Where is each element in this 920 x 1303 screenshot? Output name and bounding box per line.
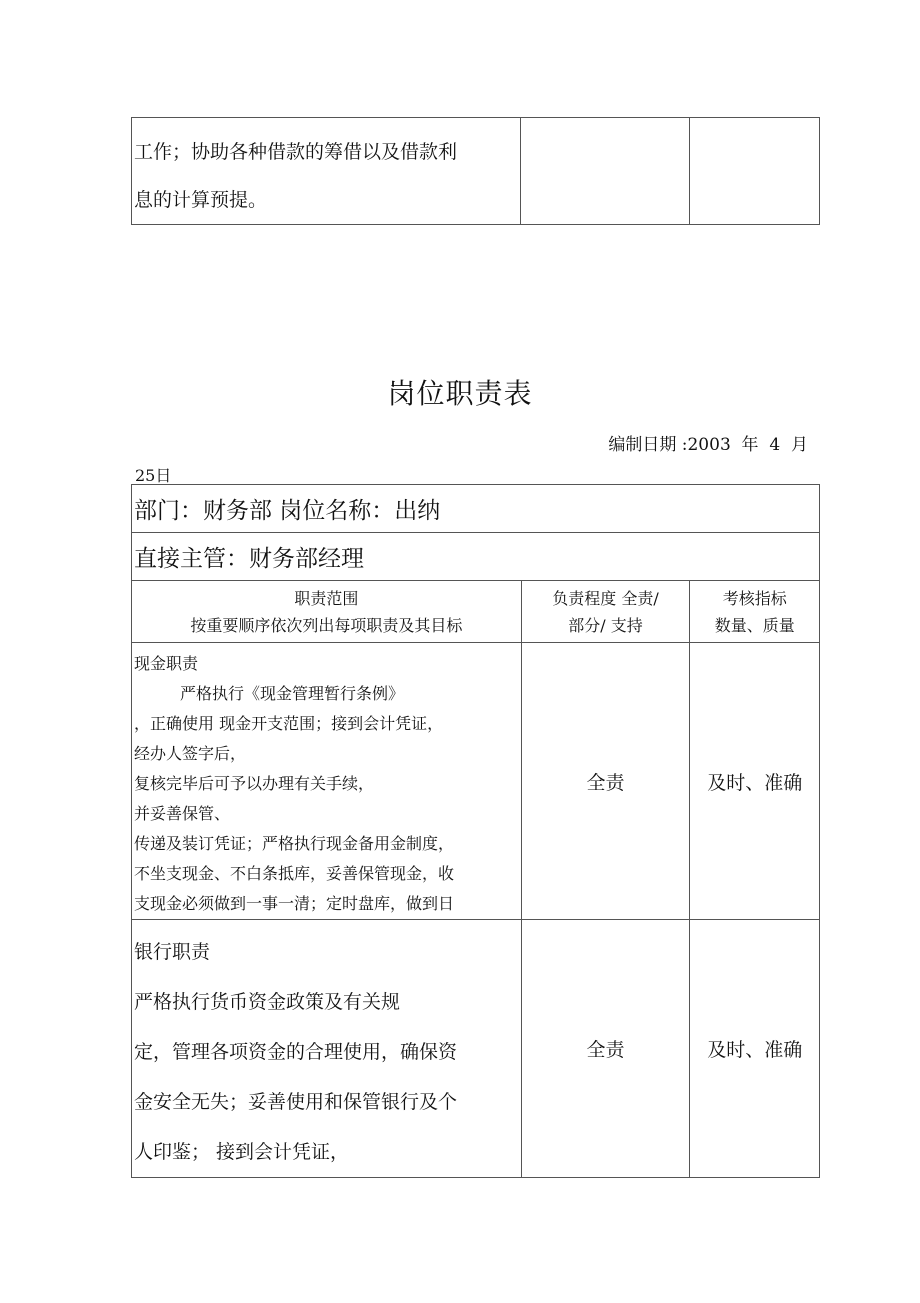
- kpi-subtitle: 数量、质量: [714, 615, 795, 635]
- responsibility-line: 银行职责: [134, 941, 211, 963]
- cash-kpi-cell: 及时、准确: [690, 643, 820, 920]
- responsibility-line: 金安全无失；妥善使用和保管银行及个: [134, 1091, 458, 1113]
- responsibility-line: 定，管理各项资金的合理使用，确保资: [134, 1041, 458, 1063]
- scope-column-header: [132, 581, 522, 643]
- continuation-line: 息的计算预提。: [134, 189, 268, 211]
- cash-degree-cell: 全责: [521, 643, 690, 920]
- responsibility-line: ，正确使用 现金开支范围；接到会计凭证，: [134, 714, 444, 733]
- kpi-title: 考核指标: [722, 588, 787, 608]
- responsibility-line: 严格执行货币资金政策及有关规: [134, 991, 401, 1013]
- scope-title: 职责范围: [294, 588, 359, 608]
- responsibility-line: 支现金必须做到一事一清；定时盘库，做到日: [134, 894, 455, 913]
- bank-kpi-cell: 及时、准确: [690, 920, 820, 1178]
- page-title: 岗位职责表: [387, 377, 533, 410]
- degree-title: 负责程度 全责/: [552, 588, 659, 608]
- bank-degree-cell: 全责: [521, 920, 690, 1178]
- continuation-kpi-cell: [690, 118, 820, 225]
- scope-subtitle: 按重要顺序依次列出每项职责及其目标: [190, 615, 463, 635]
- responsibility-line: 现金职责: [134, 654, 199, 673]
- compile-date-day: 25日: [135, 466, 172, 485]
- degree-column-header: [521, 581, 690, 643]
- bank-responsibility-cell: [132, 920, 522, 1178]
- continuation-line: 工作；协助各种借款的筹借以及借款利: [134, 141, 458, 163]
- table-row: [132, 920, 820, 1178]
- continuation-degree-cell: [521, 118, 690, 225]
- responsibility-line: 不坐支现金、不白条抵库，妥善保管现金，收: [134, 864, 455, 883]
- table-row: [132, 643, 820, 920]
- degree-subtitle: 部分/ 支持: [568, 615, 643, 635]
- responsibility-line: 复核完毕后可予以办理有关手续，: [134, 774, 375, 793]
- continuation-table: [131, 117, 820, 225]
- responsibility-line: 传递及装订凭证；严格执行现金备用金制度，: [134, 834, 455, 853]
- responsibility-line: 严格执行《现金管理暂行条例》: [180, 684, 405, 703]
- responsibility-line: 经办人签字后，: [134, 744, 247, 763]
- duties-table: [131, 484, 820, 1178]
- compile-date: 编制日期 :2003 年 4 月: [608, 435, 808, 455]
- supervisor-row: 直接主管：财务部经理: [132, 533, 820, 581]
- continuation-responsibility-cell: [132, 118, 521, 225]
- department-row: 部门：财务部 岗位名称：出纳: [132, 485, 820, 533]
- kpi-column-header: [690, 581, 820, 643]
- responsibility-line: 并妥善保管、: [134, 804, 231, 823]
- cash-responsibility-cell: [132, 643, 522, 920]
- responsibility-line: 人印鉴； 接到会计凭证，: [134, 1141, 350, 1163]
